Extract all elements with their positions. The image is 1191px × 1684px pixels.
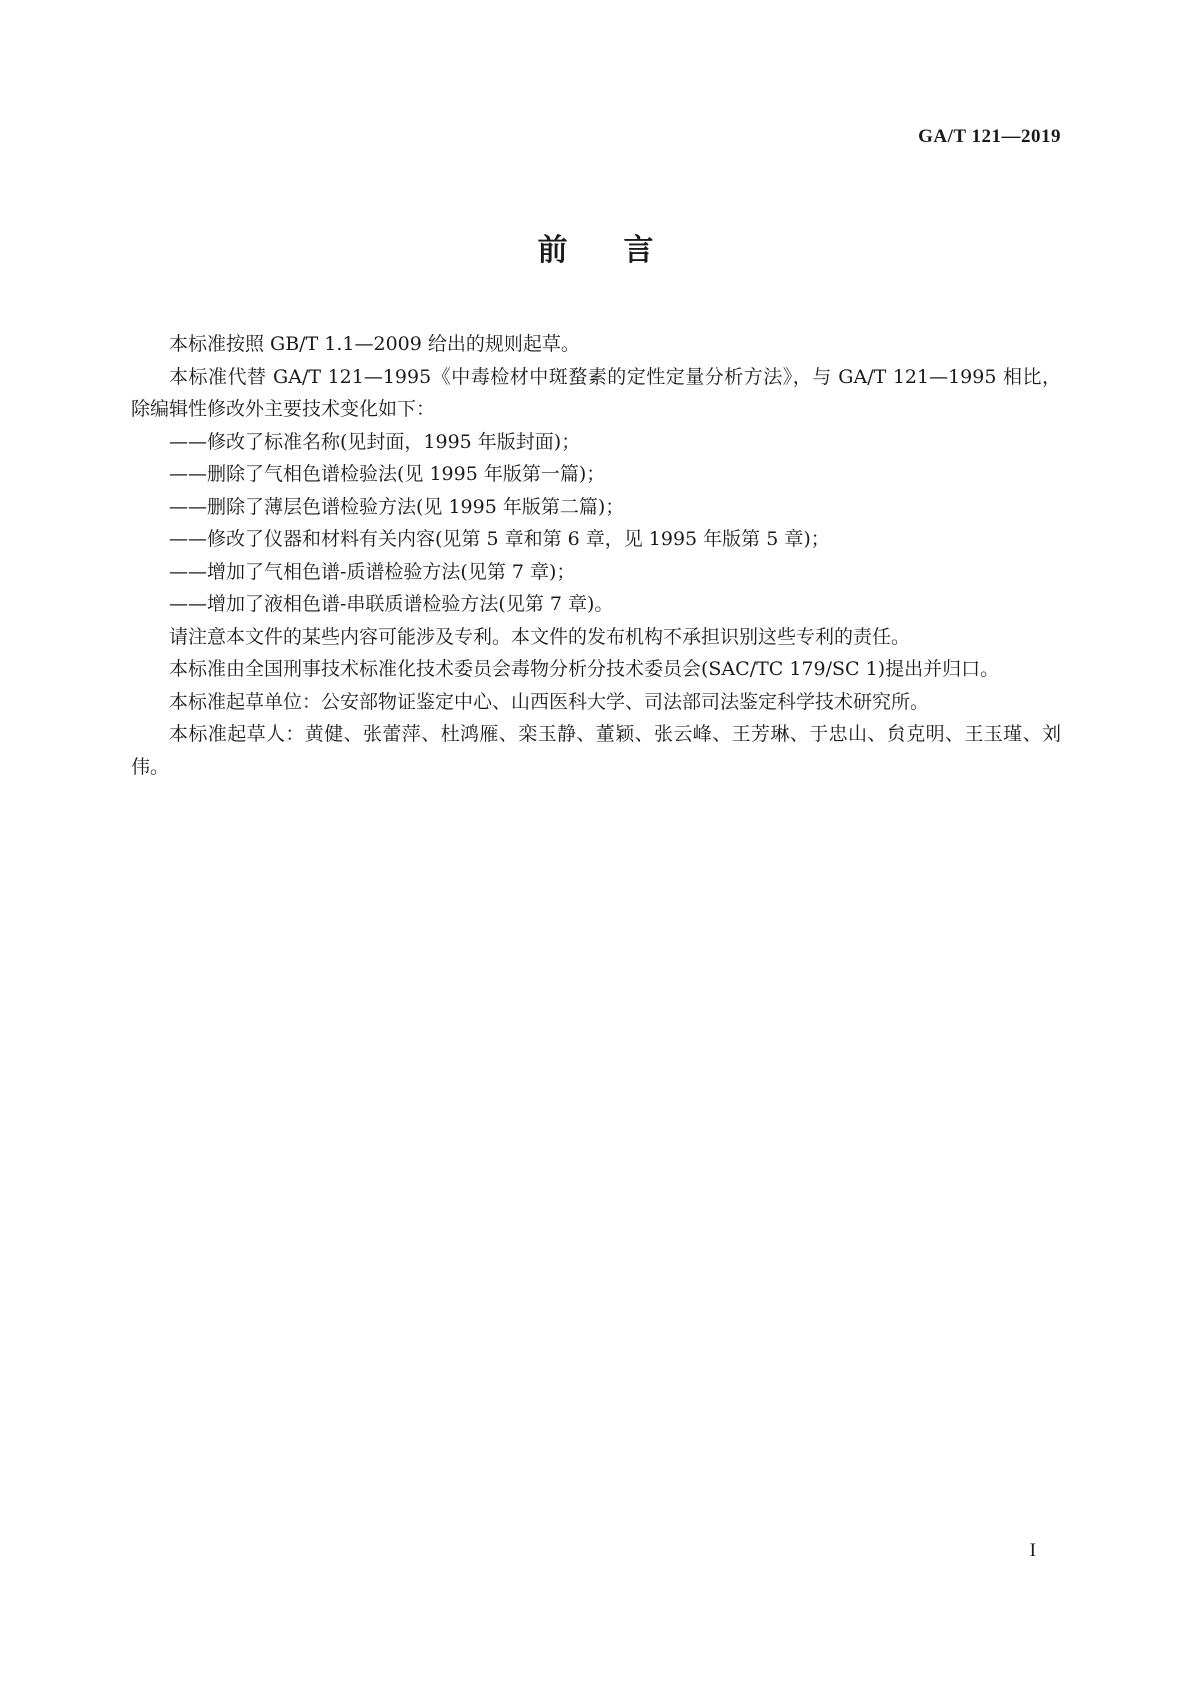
standard-code: GA/T 121—2019 <box>918 126 1061 147</box>
paragraph-proposed-by: 本标准由全国刑事技术标准化技术委员会毒物分析分技术委员会(SAC/TC 179/SC 1)提出并归口。 <box>169 658 1000 680</box>
paragraph-drafting-rules: 本标准按照 GB/T 1.1—2009 给出的规则起草。 <box>169 333 580 355</box>
paragraph-replacement: 本标准代替 GA/T 121—1995《中毒检材中斑蝥素的定性定量分析方法》，与 GA/T 121—1995 相比，除编辑性修改外主要技术变化如下： <box>131 365 1061 420</box>
list-item: ——增加了气相色谱-质谱检验方法(见第 7 章)； <box>169 560 576 583</box>
list-item: ——增加了液相色谱-串联质谱检验方法(见第 7 章)。 <box>169 593 614 615</box>
list-item: ——删除了薄层色谱检验方法(见 1995 年版第二篇)； <box>169 495 625 518</box>
list-item: ——修改了标准名称(见封面，1995 年版封面)； <box>169 430 581 453</box>
paragraph-drafting-units: 本标准起草单位：公安部物证鉴定中心、山西医科大学、司法部司法鉴定科学技术研究所。 <box>169 690 930 713</box>
paragraph-patent-notice: 请注意本文件的某些内容可能涉及专利。本文件的发布机构不承担识别这些专利的责任。 <box>169 625 911 648</box>
page-title: 前言 <box>537 233 710 268</box>
list-item: ——修改了仪器和材料有关内容(见第 5 章和第 6 章，见 1995 年版第 5 章)； <box>169 528 830 550</box>
paragraph-drafters: 本标准起草人：黄健、张蕾萍、杜鸿雁、栾玉静、董颖、张云峰、王芳琳、于忠山、贠克明、王玉瑾、刘伟。 <box>131 723 1061 778</box>
page-number: I <box>1029 1540 1036 1561</box>
foreword-body <box>131 328 1061 783</box>
list-item: ——删除了气相色谱检验法(见 1995 年版第一篇)； <box>169 463 606 485</box>
